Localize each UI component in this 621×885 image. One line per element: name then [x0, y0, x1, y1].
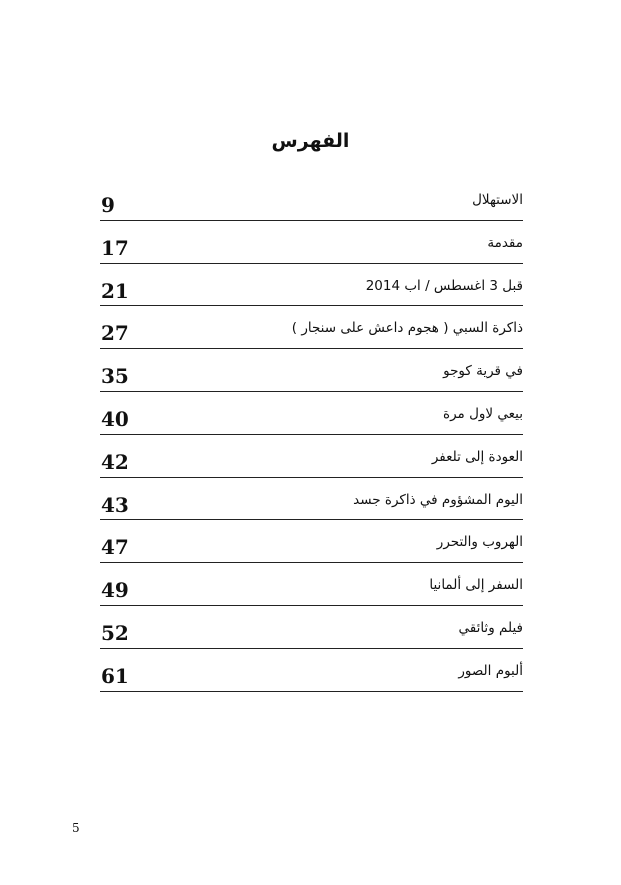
toc-entry-title: ذاكرة السبي ( هجوم داعش على سنجار )	[291, 320, 523, 337]
toc-entry	[100, 318, 523, 361]
toc-entry-page-number: 52	[101, 620, 129, 645]
toc-entry-title: العودة إلى تلعفر	[431, 448, 523, 465]
toc-divider	[100, 477, 523, 478]
toc-entry	[100, 618, 523, 661]
toc-entry-page-number: 49	[101, 578, 129, 603]
page-title: الفهرس	[271, 130, 350, 152]
toc-entry	[100, 404, 523, 447]
toc-divider	[100, 648, 523, 649]
table-of-contents	[100, 190, 523, 704]
toc-divider	[100, 434, 523, 435]
toc-entry	[100, 490, 523, 533]
toc-divider	[100, 305, 523, 306]
toc-entry	[100, 276, 523, 319]
toc-entry-page-number: 35	[101, 364, 129, 389]
toc-entry-title: قبل 3 اغسطس / اب 2014	[365, 277, 523, 294]
toc-entry	[100, 190, 523, 233]
toc-divider	[100, 562, 523, 563]
toc-divider	[100, 348, 523, 349]
toc-entry-title: السفر إلى ألمانيا	[429, 577, 523, 594]
page-number: 5	[72, 821, 80, 835]
toc-entry-page-number: 43	[101, 492, 129, 517]
toc-entry-title: في قرية كوجو	[443, 363, 523, 380]
toc-entry	[100, 661, 523, 704]
toc-divider	[100, 391, 523, 392]
toc-entry-page-number: 17	[101, 235, 129, 260]
toc-entry-page-number: 40	[101, 406, 129, 431]
toc-entry-title: فيلم وثائقي	[458, 619, 523, 636]
toc-entry-title: بيعي لاول مرة	[443, 405, 523, 422]
toc-divider	[100, 263, 523, 264]
toc-entry-page-number: 42	[101, 449, 129, 474]
toc-divider	[100, 519, 523, 520]
toc-entry-title: مقدمة	[487, 234, 523, 251]
toc-entry-title: الاستهلال	[472, 192, 523, 208]
toc-entry	[100, 447, 523, 490]
toc-entry-page-number: 27	[101, 321, 129, 346]
toc-entry	[100, 233, 523, 276]
toc-entry	[100, 361, 523, 404]
toc-entry-title: اليوم المشؤوم في ذاكرة جسد	[353, 491, 523, 508]
toc-entry-page-number: 9	[101, 193, 115, 217]
toc-divider	[100, 220, 523, 221]
toc-entry	[100, 532, 523, 575]
toc-entry	[100, 575, 523, 618]
toc-entry-title: ألبوم الصور	[458, 662, 523, 679]
toc-entry-page-number: 47	[101, 535, 129, 560]
toc-entry-title: الهروب والتحرر	[436, 534, 523, 551]
toc-divider	[100, 691, 523, 692]
toc-entry-page-number: 61	[101, 663, 129, 688]
toc-divider	[100, 605, 523, 606]
toc-entry-page-number: 21	[101, 278, 129, 303]
